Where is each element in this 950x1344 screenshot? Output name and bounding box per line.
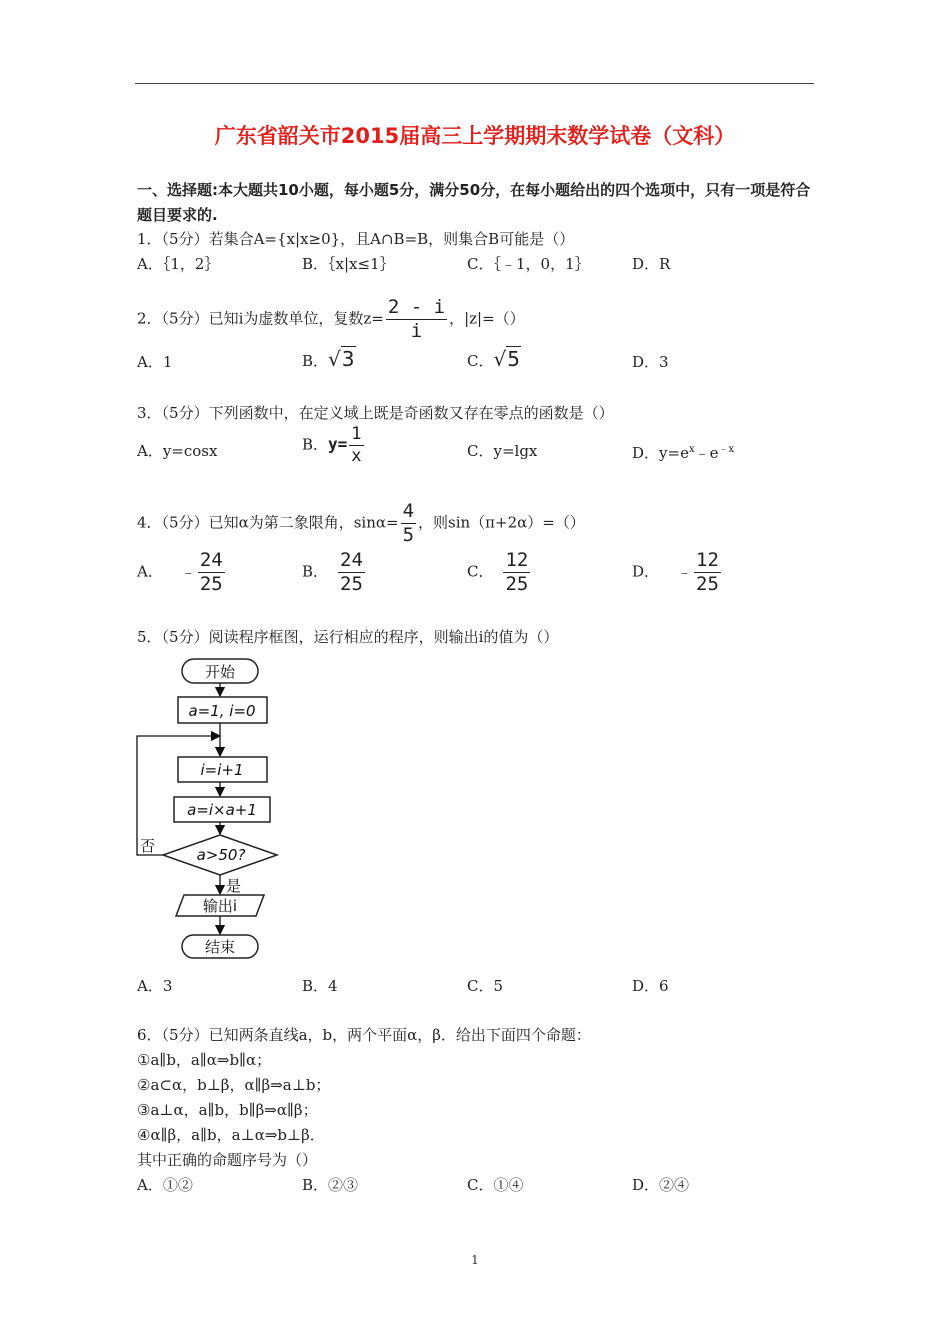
q2-stem [137, 298, 525, 341]
q4-option-d-denominator: 25 [696, 573, 719, 595]
q3-option-b-label: B． [302, 435, 329, 454]
q4-fraction [401, 502, 416, 545]
q4-option-c-numerator: 12 [505, 549, 529, 571]
sqrt-icon: √3 [328, 347, 355, 371]
q5-option-c: C．5 [467, 977, 504, 995]
q1-option-b: B．｛x|x≤1｝ [302, 255, 395, 273]
q4-stem [137, 502, 585, 545]
q2-denominator: i [410, 320, 423, 342]
flowchart-decision-label: a>50? [196, 846, 246, 864]
q4-option-c-label: C． [467, 562, 494, 581]
flowchart-yes-label: 是 [226, 877, 242, 895]
q2-option-c-radicand: 5 [507, 347, 520, 371]
q3-option-d-label: D．y=e [632, 444, 689, 462]
q4-option-a-label: A． [137, 562, 163, 581]
q4-option-a-fraction [198, 551, 225, 594]
q2-option-b [302, 347, 356, 371]
q1-option-c: C．｛﹣1，0，1｝ [467, 255, 590, 273]
q3-option-b [302, 426, 366, 465]
sqrt-icon: √5 [493, 347, 520, 371]
q2-stem-pre: 2．（5分）已知i为虚数单位，复数z= [137, 309, 384, 328]
q6-option-d: D．②④ [632, 1176, 690, 1194]
q6-question: 其中正确的命题序号为（） [137, 1151, 318, 1169]
q4-numerator: 4 [402, 500, 415, 522]
q4-option-d-sign: ﹣ [677, 562, 693, 581]
q2-option-c [467, 347, 521, 371]
q2-option-b-label: B． [302, 352, 329, 370]
page-number: 1 [471, 1253, 479, 1267]
q2-option-d: D．3 [632, 353, 669, 371]
q3-option-d [632, 440, 734, 463]
q4-stem-post: ，则sin（π+2α）=（） [418, 513, 585, 532]
q6-proposition-3: ③a⊥α，a∥b，b∥β⇒α∥β； [137, 1101, 318, 1119]
q4-option-a [137, 551, 227, 594]
q2-numerator: 2 - i [387, 296, 446, 318]
q3-option-d-exponent-2: ﹣x [718, 444, 735, 455]
q4-option-b [302, 551, 367, 594]
q3-option-d-exponent-1: x [688, 444, 695, 455]
q6-stem: 6．（5分）已知两条直线a，b，两个平面α，β．给出下面四个命题： [137, 1026, 591, 1044]
q3-option-b-denominator: x [351, 446, 362, 466]
q4-option-d-label: D． [632, 562, 660, 581]
q4-option-b-numerator: 24 [340, 549, 363, 571]
q4-option-c-fraction [503, 551, 530, 594]
flowchart-end-label: 结束 [204, 938, 236, 956]
q4-option-d-numerator: 12 [696, 549, 719, 571]
q4-option-d-fraction [694, 551, 721, 594]
q4-option-b-fraction [338, 551, 365, 594]
q4-option-d [632, 551, 723, 594]
q5-option-d: D．6 [632, 977, 669, 995]
q2-stem-post: ，|z|=（） [449, 309, 525, 328]
flowchart-init-label: a=1, i=0 [188, 702, 256, 720]
q6-proposition-1: ①a∥b，a∥α⇒b∥α； [137, 1051, 272, 1069]
q5-option-b: B．4 [302, 977, 338, 995]
program-flowchart [130, 652, 290, 964]
q4-option-b-label: B． [302, 562, 329, 581]
q6-option-b: B．②③ [302, 1176, 359, 1194]
q3-option-b-numerator: 1 [351, 424, 362, 444]
q5-stem: 5．（5分）阅读程序框图，运行相应的程序，则输出i的值为（） [137, 628, 559, 646]
flowchart-increment-label: i=i+1 [200, 761, 244, 779]
q2-option-c-label: C． [467, 352, 494, 370]
q3-option-d-middle: ﹣e [694, 444, 719, 462]
q4-denominator: 5 [402, 524, 415, 546]
q2-fraction [386, 298, 447, 341]
q3-option-a: A．y=cosx [137, 442, 218, 460]
q6-proposition-2: ②a⊂α，b⊥β，α∥β⇒a⊥b； [137, 1076, 331, 1094]
flowchart-update-label: a=i×a+1 [187, 801, 257, 819]
q3-option-c: C．y=lgx [467, 442, 538, 460]
section-heading: 一、选择题:本大题共10小题，每小题5分，满分50分，在每小题给出的四个选项中，只有一项是符合题目要求的. [137, 181, 811, 224]
q5-option-a: A．3 [137, 977, 173, 995]
q1-option-d: D．R [632, 255, 671, 273]
flowchart-start-label: 开始 [204, 663, 236, 681]
q6-option-c: C．①④ [467, 1176, 524, 1194]
flowchart-output-label: 输出i [202, 897, 238, 915]
document-title: 广东省韶关市2015届高三上学期期末数学试卷（文科） [214, 124, 736, 148]
q4-option-a-numerator: 24 [199, 549, 223, 571]
q1-option-a: A．｛1，2｝ [137, 255, 220, 273]
q3-stem: 3．（5分）下列函数中，在定义域上既是奇函数又存在零点的函数是（） [137, 404, 614, 422]
header-rule [135, 83, 814, 84]
q2-option-a: A．1 [137, 353, 173, 371]
q4-option-a-sign: ﹣ [180, 562, 196, 581]
q3-option-b-prefix: y= [328, 434, 348, 454]
q4-option-b-denominator: 25 [340, 573, 363, 595]
q6-proposition-4: ④α∥β，a∥b，a⊥α⇒b⊥β． [137, 1126, 325, 1144]
q6-option-a: A．①② [137, 1176, 193, 1194]
q3-option-b-fraction [349, 426, 363, 465]
q4-option-c-denominator: 25 [505, 573, 529, 595]
q4-stem-pre: 4．（5分）已知α为第二象限角，sinα= [137, 513, 399, 532]
q4-option-a-denominator: 25 [199, 573, 223, 595]
q1-stem: 1．（5分）若集合A={x|x≥0}，且A∩B=B，则集合B可能是（） [137, 230, 575, 248]
flowchart-no-label: 否 [140, 837, 156, 855]
q2-option-b-radicand: 3 [341, 347, 355, 371]
q4-option-c [467, 551, 532, 594]
